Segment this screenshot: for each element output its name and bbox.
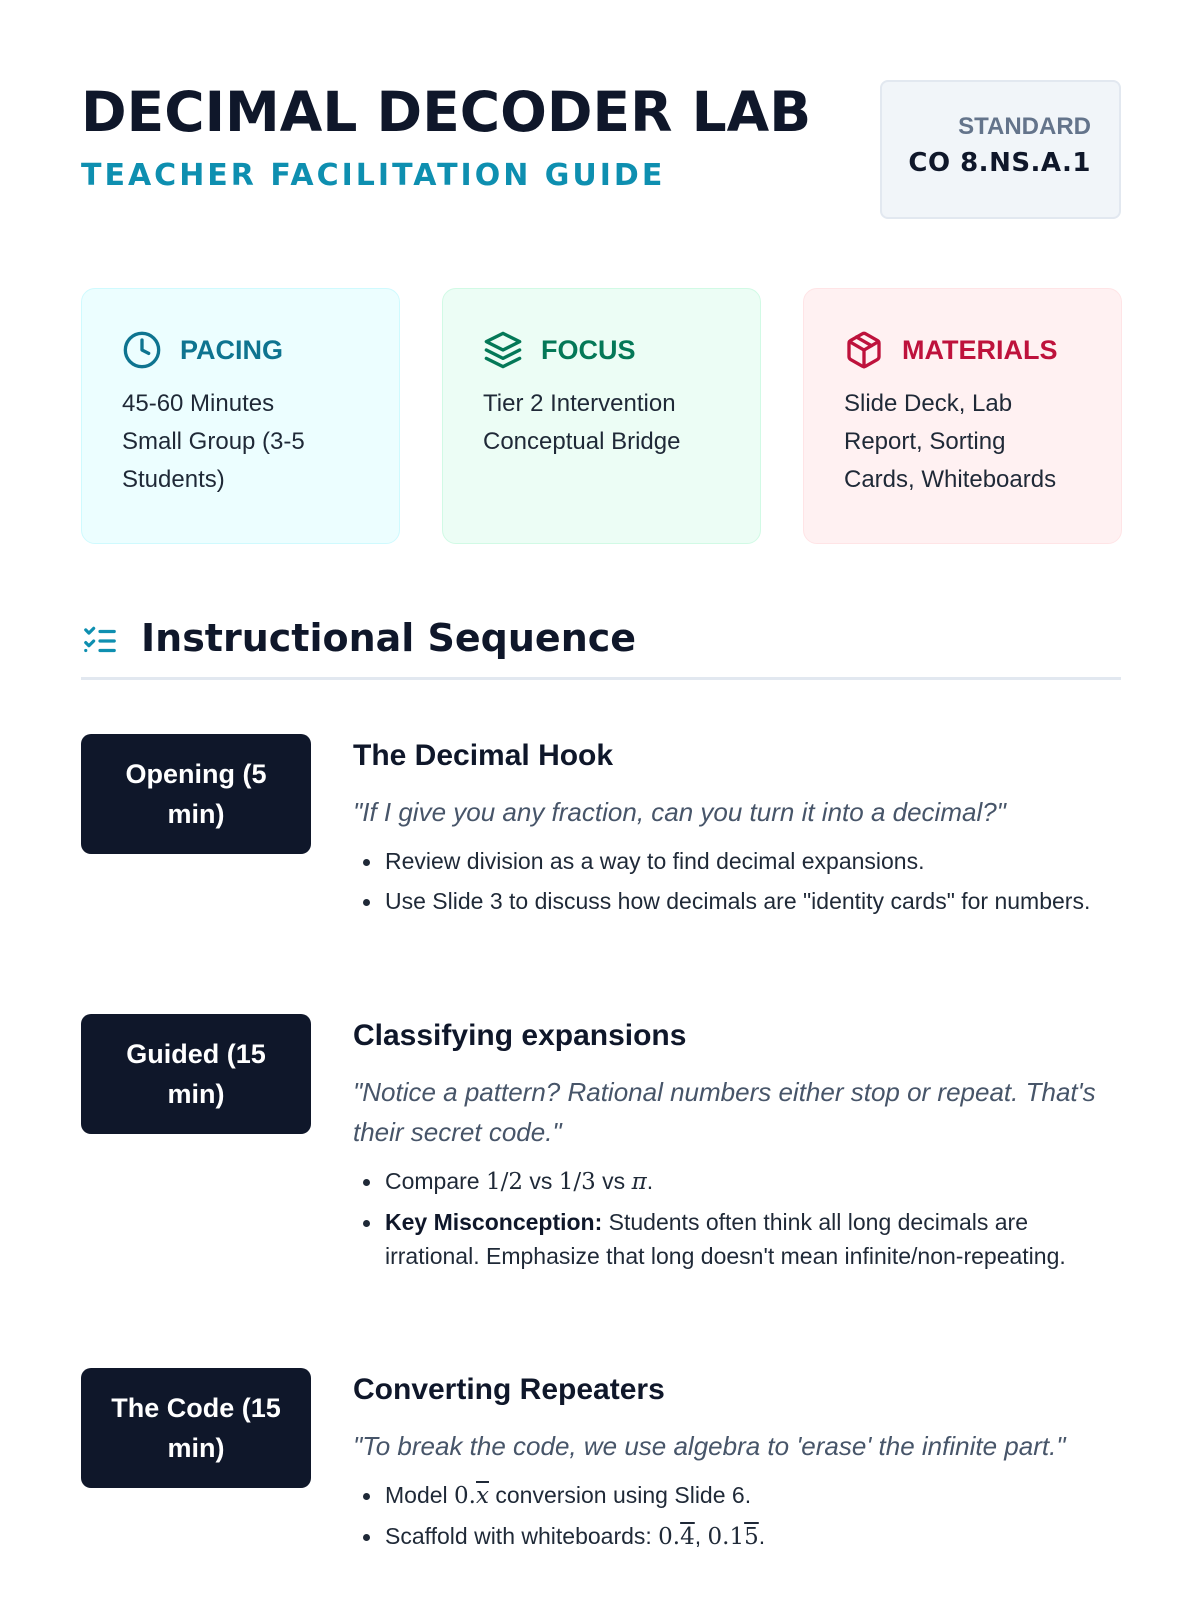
step-content: [353, 1014, 1121, 1279]
step-bullets: [353, 844, 1121, 918]
math-repeat: 4: [680, 1524, 695, 1550]
math-base: 0.: [454, 1483, 476, 1509]
bullet-text: Compare: [385, 1168, 486, 1194]
facilitation-guide-page: [81, 0, 1121, 1600]
step-content: [353, 1368, 1121, 1560]
math-repeating-decimal: [708, 1524, 759, 1550]
step-quote: "If I give you any fraction, can you turn it into a decimal?": [353, 797, 1006, 827]
math-repeat: $\overline{x}$: [476, 1483, 489, 1509]
pacing-line: Small Group (3-5: [122, 428, 305, 455]
bullet-text: ,: [694, 1523, 708, 1549]
step-content: [353, 734, 1121, 924]
bullet-text: vs: [595, 1168, 632, 1194]
bullet-item: [385, 1519, 1121, 1554]
math-fraction: 1/2: [485, 1169, 523, 1195]
materials-card-header: [844, 329, 1081, 371]
materials-card: [803, 288, 1122, 544]
step-quote: "Notice a pattern? Rational numbers either stop or repeat. That's their secret code.": [353, 1077, 1096, 1147]
layers-icon: [483, 330, 523, 370]
checklist-icon: [81, 622, 119, 660]
pacing-card-header: [122, 329, 359, 371]
focus-card-header: [483, 329, 720, 371]
focus-body: [483, 385, 720, 461]
section-title: Instructional Sequence: [141, 616, 637, 660]
bullet-text: .: [646, 1168, 654, 1194]
misconception-label: Key Misconception:: [385, 1209, 603, 1235]
bullet-item: [385, 1205, 1121, 1273]
math-base: 0.1: [707, 1524, 745, 1550]
bullet-item: [385, 1164, 1121, 1199]
materials-body: [844, 385, 1081, 499]
bullet-item: Use Slide 3 to discuss how decimals are "identity cards" for numbers.: [385, 884, 1121, 918]
materials-line: Slide Deck, Lab: [844, 390, 1013, 417]
package-icon: [844, 330, 884, 370]
focus-line: Conceptual Bridge: [483, 428, 681, 455]
step-heading: Converting Repeaters: [353, 1373, 665, 1406]
step-time-badge: Opening (5 min): [81, 734, 311, 854]
math-repeating-decimal: [454, 1483, 489, 1509]
bullet-item: [385, 1478, 1121, 1513]
focus-line: Tier 2 Intervention: [483, 390, 676, 417]
math-pi: π: [631, 1169, 647, 1195]
standard-value: CO 8.NS.A.1: [908, 148, 1091, 178]
pacing-body: [122, 385, 359, 499]
step-time-badge: Guided (15 min): [81, 1014, 311, 1134]
bullet-item: Review division as a way to find decimal expansions.: [385, 844, 1121, 878]
math-repeating-decimal: [658, 1524, 695, 1550]
materials-line: Report, Sorting: [844, 428, 1006, 455]
bullet-text: .: [758, 1523, 766, 1549]
page-subtitle: TEACHER FACILITATION GUIDE: [81, 158, 666, 193]
focus-label: FOCUS: [541, 334, 636, 365]
step-heading: The Decimal Hook: [353, 739, 614, 772]
pacing-line: Students): [122, 466, 225, 493]
materials-label: MATERIALS: [902, 334, 1058, 365]
bullet-text: Students often think all long decimals are irrational. Emphasize that long doesn't mean infinite/non-repeating.: [385, 1209, 1066, 1269]
pacing-card: [81, 288, 400, 544]
page-title: DECIMAL DECODER LAB: [81, 80, 812, 144]
bullet-text: conversion using Slide 6.: [488, 1482, 752, 1508]
math-base: 0.: [658, 1524, 681, 1550]
step-bullets: [353, 1164, 1121, 1273]
math-fraction: 1/3: [558, 1169, 596, 1195]
step-bullets: [353, 1478, 1121, 1554]
materials-line: Cards, Whiteboards: [844, 466, 1057, 493]
bullet-text: Model: [385, 1482, 455, 1508]
pacing-line: 45-60 Minutes: [122, 390, 275, 417]
instructional-sequence-heading: [81, 612, 1121, 680]
standard-label: STANDARD: [958, 113, 1091, 140]
step-quote: "To break the code, we use algebra to 'erase' the infinite part.": [353, 1431, 1066, 1461]
clock-icon: [122, 330, 162, 370]
bullet-text: Scaffold with whiteboards:: [385, 1523, 659, 1549]
math-repeat: 5: [744, 1524, 759, 1550]
focus-card: [442, 288, 761, 544]
step-heading: Classifying expansions: [353, 1019, 687, 1052]
bullet-text: vs: [523, 1168, 559, 1194]
pacing-label: PACING: [180, 334, 284, 365]
step-time-badge: The Code (15 min): [81, 1368, 311, 1488]
standard-badge: [880, 80, 1121, 219]
